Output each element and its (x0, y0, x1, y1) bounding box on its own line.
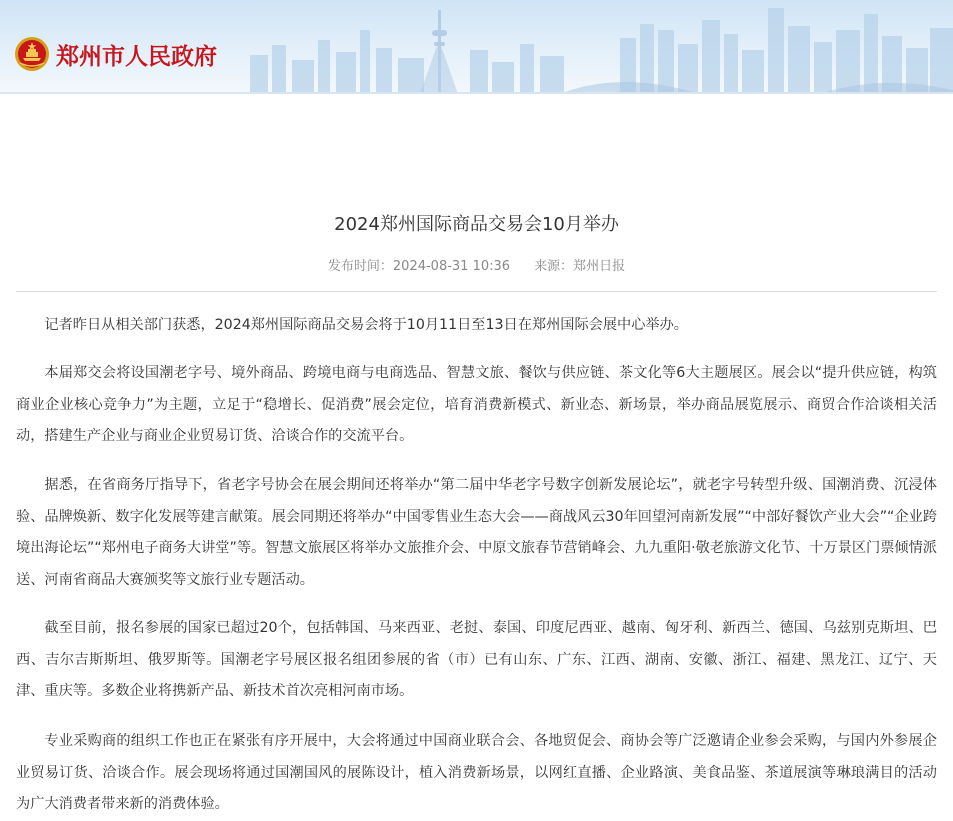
article-meta (0, 258, 953, 276)
national-emblem-icon (14, 36, 50, 72)
publish-time-value: 2024-08-31 10:36 (392, 259, 511, 274)
article-paragraph: 截至目前，报名参展的国家已超过20个，包括韩国、马来西亚、老挝、泰国、印度尼西亚、越南、匈牙利、新西兰、德国、乌兹别克斯坦、巴西、吉尔吉斯斯坦、俄罗斯等。国潮老字号展区报名组团参展的省（市）已有山东、广东、江西、湖南、安徽、浙江、福建、黑龙江、辽宁、天津、重庆等。多数企业将携新产品、新技术首次亮相河南市场。 (16, 620, 937, 699)
publish-time (328, 259, 510, 274)
article-source (534, 259, 625, 274)
site-logo[interactable] (14, 36, 217, 72)
site-name: 郑州市人民政府 (56, 42, 217, 70)
publish-time-label: 发布时间： (327, 259, 393, 274)
article-paragraph: 专业采购商的组织工作也正在紧张有序开展中，大会将通过中国商业联合会、各地贸促会、商协会等广泛邀请企业参会采购，与国内外参展企业贸易订货、洽谈合作。展会现场将通过国潮国风的展陈设计，植入消费新场景，以网红直播、企业路演、美食品鉴、茶道展演等琳琅满目的活动为广大消费者带来新的消费体验。 (16, 733, 937, 812)
source-value: 郑州日报 (573, 259, 626, 274)
article-paragraph: 记者昨日从相关部门获悉，2024郑州国际商品交易会将于10月11日至13日在郑州国际会展中心举办。 (44, 317, 688, 333)
article-paragraph: 本届郑交会将设国潮老字号、境外商品、跨境电商与电商选品、智慧文旅、餐饮与供应链、茶文化等6大主题展区。展会以“提升供应链，构筑商业企业核心竞争力”为主题，立足于“稳增长、促消费”展会定位，培育消费新模式、新业态、新场景，举办商品展览展示、商贸合作洽谈相关活动，搭建生产企业与商业企业贸易订货、洽谈合作的交流平台。 (16, 365, 937, 444)
article-paragraph: 据悉，在省商务厅指导下，省老字号协会在展会期间还将举办“第二届中华老字号数字创新发展论坛”，就老字号转型升级、国潮消费、沉浸体验、品牌焕新、数字化发展等建言献策。展会同期还将举办“中国零售业生态大会——商战风云30年回望河南新发展”“中部好餐饮产业大会”“企业跨境出海论坛”“郑州电子商务大讲堂”等。智慧文旅展区将举办文旅推介会、中原文旅春节营销峰会、九九重阳·敬老旅游文化节、十万景区门票倾情派送、河南省商品大赛颁奖等文旅行业专题活动。 (16, 477, 937, 588)
source-label: 来源： (534, 259, 574, 274)
article-title: 2024郑州国际商品交易会10月举办 (334, 214, 619, 235)
site-header-banner (0, 0, 953, 94)
title-divider (16, 291, 937, 292)
